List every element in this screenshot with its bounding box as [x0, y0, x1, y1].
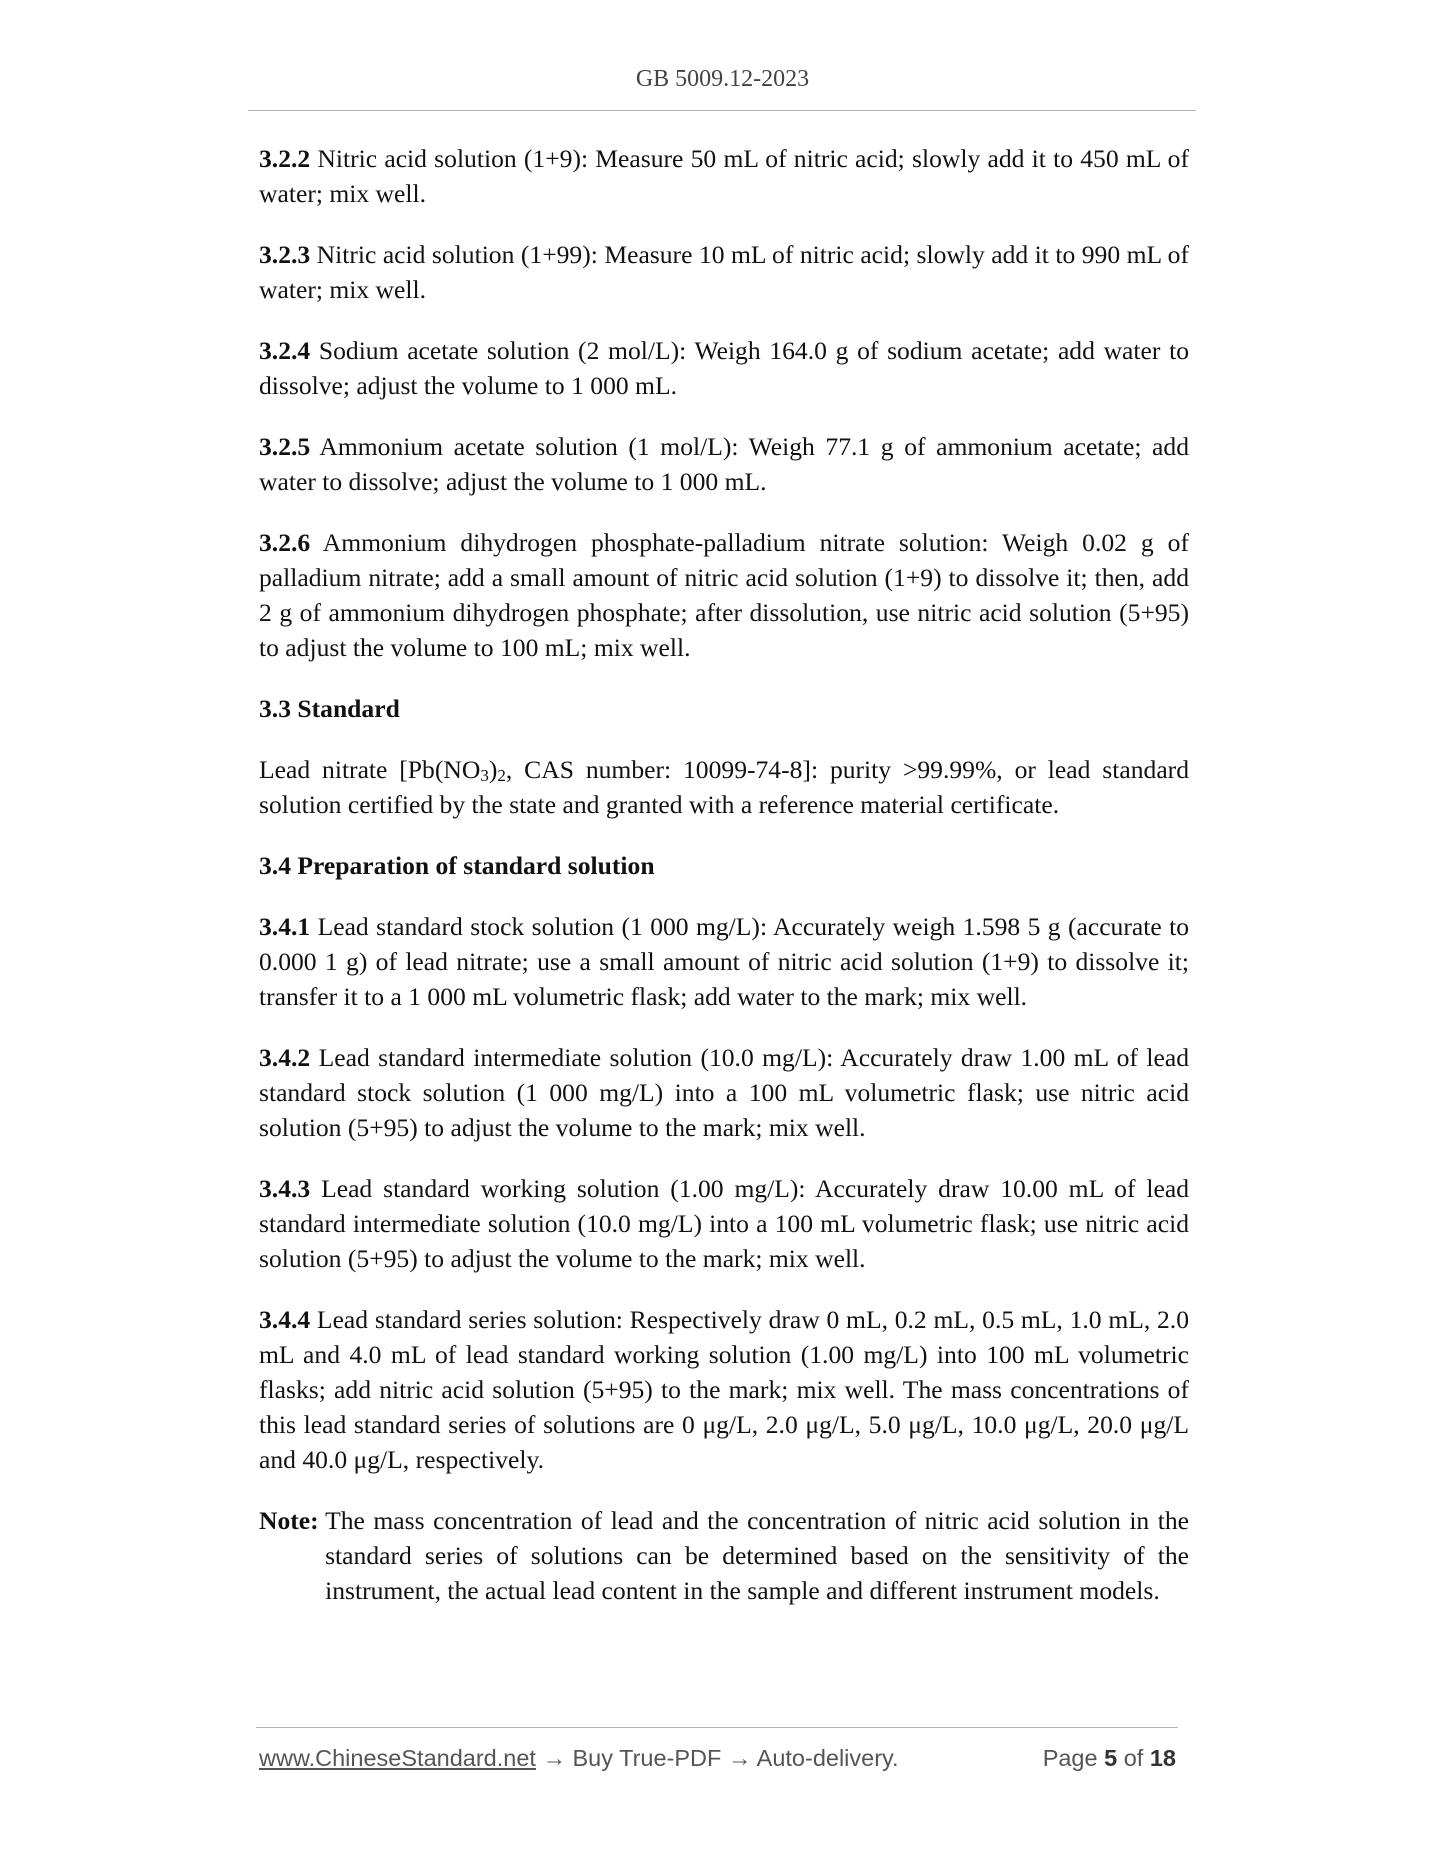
section-text: Lead standard series solution: Respectively draw 0 mL, 0.2 mL, 0.5 mL, 1.0 mL, 2.0 mL and 4.0 mL of lead standard working solution (1.00 mg/L) into 100 mL volumetric flasks; add nitric acid solution (5+95) to the mark; mix well. The mass concentrations of this lead standard series of solutions are 0 μg/L, 2.0 μg/L, 5.0 μg/L, 10.0 μg/L, 20.0 μg/L and 40.0 μg/L, respectively. [259, 1305, 1189, 1474]
section-number: 3.4.3 [259, 1174, 311, 1203]
section-text: Ammonium dihydrogen phosphate-palladium nitrate solution: Weigh 0.02 g of palladium nitrate; add a small amount of nitric acid solution (1+9) to dissolve it; then, add 2 g of ammonium dihydrogen phosphate; after dissolution, use nitric acid solution (5+95) to adjust the volume to 100 mL; mix well. [259, 528, 1189, 662]
section-number: 3.2.5 [259, 432, 311, 461]
page-footer [259, 1745, 1176, 1772]
section-3-2-3 [259, 237, 1189, 307]
section-text: Lead standard stock solution (1 000 mg/L): Accurately weigh 1.598 5 g (accurate to 0.000 1 g) of lead nitrate; use a small amount of nitric acid solution (1+9) to dissolve it; transfer it to a 1 000 mL volumetric flask; add water to the mark; mix well. [259, 912, 1189, 1011]
header-divider [248, 110, 1196, 111]
section-text: Lead standard intermediate solution (10.0 mg/L): Accurately draw 1.00 mL of lead standard stock solution (1 000 mg/L) into a 100 mL volumetric flask; use nitric acid solution (5+95) to adjust the volume to the mark; mix well. [259, 1043, 1189, 1142]
section-number: 3.4.2 [259, 1043, 311, 1072]
heading-3-3-standard: 3.3 Standard [259, 694, 400, 723]
section-number: 3.4.1 [259, 912, 311, 941]
note-line [259, 1503, 1189, 1608]
section-3-2-6 [259, 525, 1189, 665]
section-3-4-4 [259, 1302, 1189, 1477]
section-number: 3.2.6 [259, 528, 311, 557]
page-current: 5 [1104, 1745, 1118, 1771]
section-text: Sodium acetate solution (2 mol/L): Weigh 164.0 g of sodium acetate; add water to dissolve; adjust the volume to 1 000 mL. [259, 336, 1189, 400]
section-text: Nitric acid solution (1+9): Measure 50 mL of nitric acid; slowly add it to 450 mL of water; mix well. [259, 144, 1189, 208]
section-text: Ammonium acetate solution (1 mol/L): Weigh 77.1 g of ammonium acetate; add water to dissolve; adjust the volume to 1 000 mL. [259, 432, 1189, 496]
document-id-header: GB 5009.12-2023 [635, 66, 810, 92]
heading-3-4-preparation: 3.4 Preparation of standard solution [259, 851, 655, 880]
note-label: Note: [259, 1506, 326, 1535]
section-number: 3.2.2 [259, 144, 311, 173]
note-block [259, 1503, 1189, 1608]
section-3-4-1 [259, 909, 1189, 1014]
footer-divider [256, 1727, 1178, 1728]
section-3-4-3 [259, 1171, 1189, 1276]
website-link[interactable]: www.ChineseStandard.net [259, 1745, 536, 1771]
page-of: of [1123, 1745, 1144, 1771]
text-fragment: Lead nitrate [Pb(NO [259, 755, 481, 784]
section-3-2-2 [259, 141, 1189, 211]
page-indicator [1043, 1745, 1176, 1772]
section-text: Nitric acid solution (1+99): Measure 10 mL of nitric acid; slowly add it to 990 mL of water; mix well. [259, 240, 1189, 304]
section-3-2-5 [259, 429, 1189, 499]
page-label: Page [1042, 1745, 1098, 1771]
section-3-2-4 [259, 333, 1189, 403]
section-3-3-text [259, 752, 1189, 822]
note-text: The mass concentration of lead and the concentration of nitric acid solution in the standard series of solutions can be determined based on the sensitivity of the instrument, the actual lead content in the sample and different instrument models. [325, 1506, 1189, 1605]
section-text: Lead standard working solution (1.00 mg/L): Accurately draw 10.00 mL of lead standard intermediate solution (10.0 mg/L) into a 100 mL volumetric flask; use nitric acid solution (5+95) to adjust the volume to the mark; mix well. [259, 1174, 1189, 1273]
footer-promo-text: → Buy True-PDF → Auto-delivery. [535, 1745, 899, 1771]
section-3-4-2 [259, 1040, 1189, 1145]
footer-promo [259, 1745, 899, 1772]
section-number: 3.4.4 [259, 1305, 311, 1334]
subscript: 2 [497, 766, 506, 785]
section-number: 3.2.4 [259, 336, 311, 365]
section-number: 3.2.3 [259, 240, 311, 269]
subscript: 3 [480, 766, 489, 785]
text-fragment: , CAS number: 10099-74-8]: purity >99.99%, or lead standard solution certified by the state and granted with a reference material certificate. [259, 755, 1189, 819]
document-body [259, 141, 1189, 1608]
page-total: 18 [1149, 1745, 1176, 1771]
text-fragment: ) [488, 755, 498, 784]
